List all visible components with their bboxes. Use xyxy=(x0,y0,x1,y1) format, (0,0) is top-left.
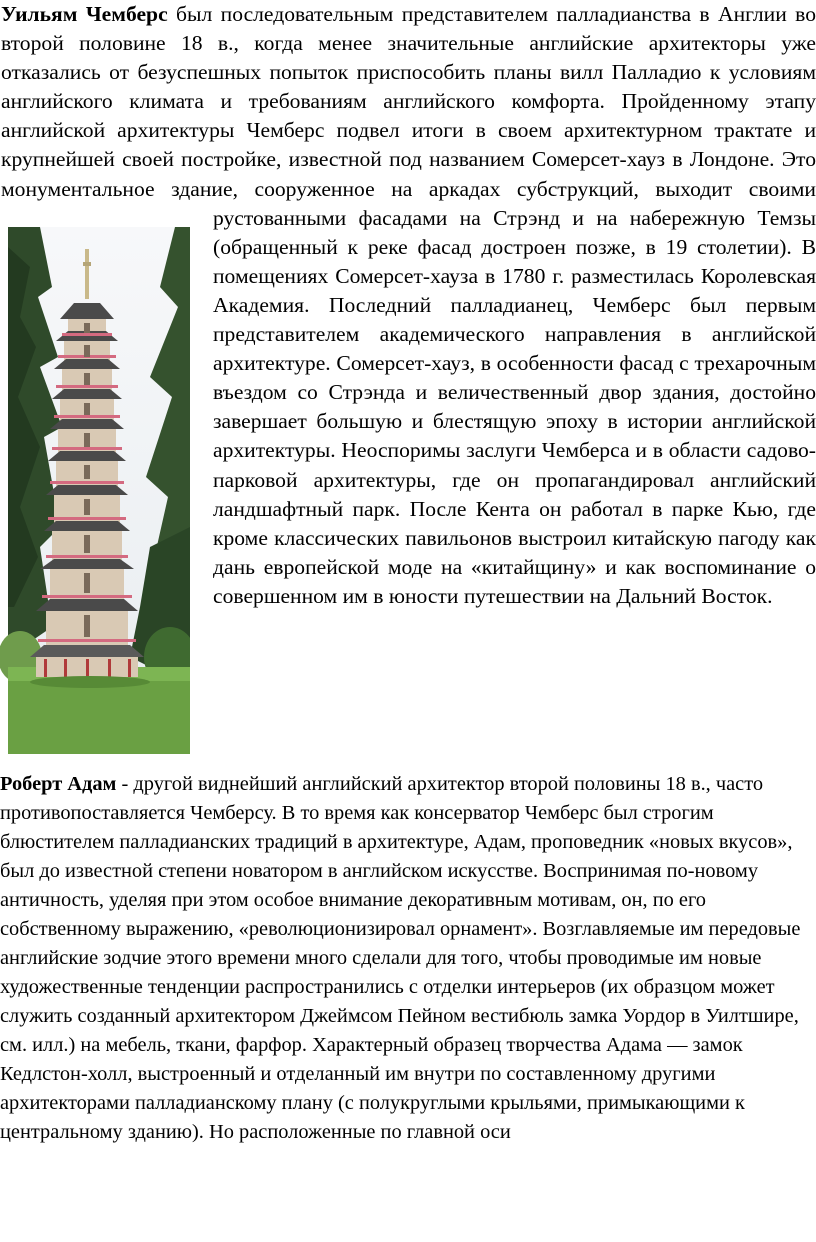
text-chambers: был последовательным представителем палладианства в Англии во второй половине 18 в., когда менее значительные английские архитекторы уже отказались от безуспешных попыток приспособить планы вилл Палладио к условиям английского климата и требованиям английского комфорта. Пройденному этапу английской архитектуры Чемберс подвел итоги в своем архитектурном трактате и крупнейшей своей постройке, известной под названием Сомерсет-хауз в Лондоне. Это монументальное здание, сооруженное на аркадах субструкций, выходит своими рустованными фасадами на Стрэнд и на набережную Темзы (обращенный к реке фасад достроен позже, в 19 столетии). В помещениях Сомерсет-хауза в 1780 г. разместилась Королевская Академия. Последний палладианец, Чемберс был первым представителем академического направления в английской архитектуре. Сомерсет-хауз, в особенности фасад с трехарочным въездом со Стрэнда и величественный двор здания, достойно завершает большую и блестящую эпоху в истории английской архитектуры. Неоспоримы заслуги Чемберса и в области садово-парковой архитектуры, где он пропагандировал английский ландшафтный парк. После Кента он работал в парке Кью, где кроме классических павильонов выстроил китайскую пагоду как дань европейской моде на «китайщину» и как воспоминание о совершенном им в юности путешествии на Дальний Восток. xyxy=(1,2,816,608)
pagoda-photo xyxy=(0,227,213,754)
text-adam: - другой виднейший английский архитектор второй половины 18 в., часто противопоставляется Чемберсу. В то время как консерватор Чемберс был строгим блюстителем палладианских традиций в архитектуре, Адам, проповедник «новых вкусов», был до известной степени новатором в английском искусстве. Воспринимая по-новому античность, уделяя при этом особое внимание декоративным мотивам, он, по его собственному выражению, «революционизировал орнамент». Возглавляемые им передовые английские зодчие этого времени много сделали для того, чтобы проводимые им новые художественные тенденции распространились с отделки интерьеров (их образцом может служить созданный архитектором Джеймсом Пейном вестибюль замка Уордор в Уилтшире, см. илл.) на мебель, ткани, фарфор. Характерный образец творчества Адама — замок Кедлстон-холл, выстроенный и отделанный им внутри по составленному другими архитекторами палладианскому плану (с полукруглыми крыльями, примыкающими к центральному зданию). Но расположенные по главной оси xyxy=(0,773,801,1143)
paragraph-adam xyxy=(0,770,816,1147)
name-chambers: Уильям Чемберс xyxy=(1,2,168,26)
name-adam: Роберт Адам xyxy=(0,773,117,795)
